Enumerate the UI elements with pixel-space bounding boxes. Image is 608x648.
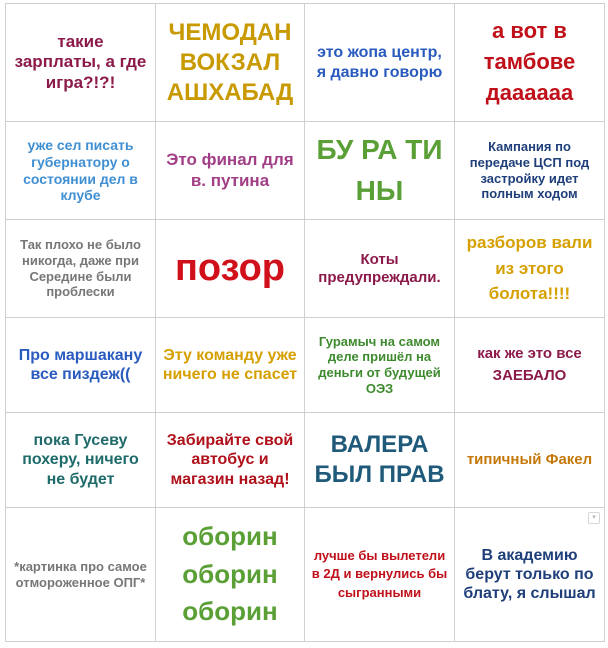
bingo-cell-r1c4[interactable]: а вот в тамбове дааааaa <box>455 4 605 122</box>
bingo-cell-r2c2[interactable]: Это финал для в. путина <box>156 122 305 220</box>
bingo-cell-r6c2[interactable]: оборин оборин оборин <box>156 508 305 642</box>
bingo-cell-r1c3[interactable]: это жопа центр, я давно говорю <box>305 4 455 122</box>
bingo-cell-r6c1[interactable]: *картинка про самое отмороженное ОПГ* <box>6 508 156 642</box>
bingo-cell-r4c2[interactable]: Эту команду уже ничего не спасет <box>156 318 305 413</box>
bingo-cell-r3c2[interactable]: позор <box>156 220 305 318</box>
bingo-cell-r1c2[interactable]: ЧЕМОДАН ВОКЗАЛ АШХАБАД <box>156 4 305 122</box>
bingo-cell-r2c4[interactable]: Кампания по передаче ЦСП под застройку идет полным ходом <box>455 122 605 220</box>
bingo-board <box>5 3 605 642</box>
bingo-cell-r3c1[interactable]: Так плохо не было никогда, даже при Середине были проблески <box>6 220 156 318</box>
bingo-cell-r6c3[interactable]: лучше бы вылетели в 2Д и вернулись бы сыгранными <box>305 508 455 642</box>
bingo-cell-r5c2[interactable]: Забирайте свой автобус и магазин назад! <box>156 413 305 508</box>
bingo-cell-r4c3[interactable]: Гурамыч на самом деле пришёл на деньги от будущей ОЭЗ <box>305 318 455 413</box>
bingo-cell-r2c3[interactable]: БУ РА ТИ НЫ <box>305 122 455 220</box>
bingo-cell-r6c4[interactable]: В академию берут только по блату, я слышал ▾ <box>455 508 605 642</box>
bingo-cell-r5c3[interactable]: ВАЛЕРА БЫЛ ПРАВ <box>305 413 455 508</box>
bingo-cell-r5c1[interactable]: пока Гусеву похеру, ничего не будет <box>6 413 156 508</box>
bingo-cell-r4c1[interactable]: Про маршакану все пиздеж(( <box>6 318 156 413</box>
bingo-cell-r4c4[interactable]: как же это все ЗАЕБАЛО <box>455 318 605 413</box>
bingo-cell-r5c4[interactable]: типичный Факел <box>455 413 605 508</box>
bingo-cell-r3c4[interactable]: разборов вали из этого болота!!!! <box>455 220 605 318</box>
bingo-cell-r3c3[interactable]: Коты предупреждали. <box>305 220 455 318</box>
chevron-down-icon[interactable]: ▾ <box>588 512 600 524</box>
bingo-cell-r1c1[interactable]: такие зарплаты, а где игра?!?! <box>6 4 156 122</box>
bingo-cell-r2c1[interactable]: уже сел писать губернатору о состоянии дел в клубе <box>6 122 156 220</box>
